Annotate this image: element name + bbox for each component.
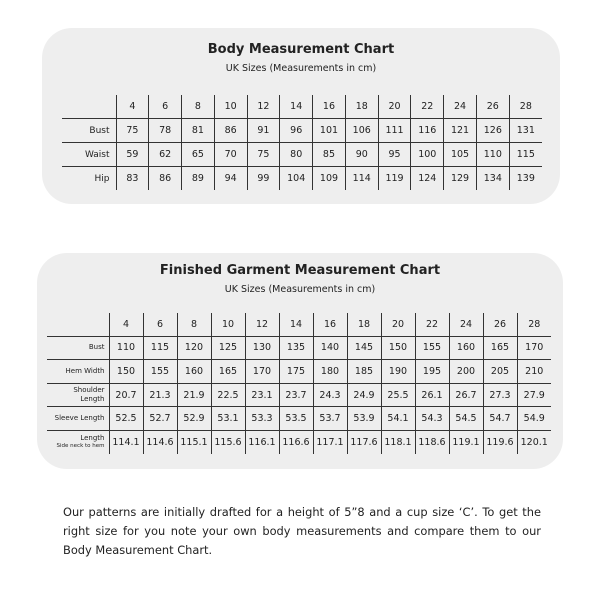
measurement-cell: 96 [280,119,313,143]
measurement-cell: 54.3 [415,407,449,431]
measurement-cell: 75 [247,143,280,167]
size-header: 20 [381,313,415,336]
measurement-cell: 150 [109,360,143,384]
size-header: 20 [378,95,411,119]
measurement-cell: 65 [182,143,215,167]
measurement-cell: 75 [116,119,149,143]
size-header: 14 [279,313,313,336]
measurement-cell: 53.1 [211,407,245,431]
size-header: 4 [116,95,149,119]
measurement-cell: 22.5 [211,383,245,407]
size-header: 18 [345,95,378,119]
row-label-text: Hip [94,173,110,184]
measurement-cell: 104 [280,167,313,191]
size-header: 12 [245,313,279,336]
size-header: 6 [149,95,182,119]
measurement-cell: 24.9 [347,383,381,407]
measurement-cell: 115 [143,336,177,360]
measurement-cell: 114.1 [109,430,143,453]
garment-chart-title: Finished Garment Measurement Chart [159,263,441,278]
measurement-cell: 23.7 [279,383,313,407]
garment-measurement-table [47,313,551,454]
measurement-cell: 110 [476,143,509,167]
row-label [47,407,109,431]
measurement-cell: 54.7 [483,407,517,431]
row-label [62,143,116,167]
measurement-cell: 119.1 [449,430,483,453]
measurement-cell: 26.1 [415,383,449,407]
measurement-cell: 165 [483,336,517,360]
row-label-text: Bust [89,125,110,136]
measurement-cell: 195 [415,360,449,384]
measurement-cell: 145 [347,336,381,360]
measurement-cell: 155 [143,360,177,384]
measurement-cell: 26.7 [449,383,483,407]
measurement-cell: 121 [444,119,477,143]
measurement-cell: 91 [247,119,280,143]
measurement-cell: 160 [449,336,483,360]
measurement-cell: 86 [214,119,247,143]
measurement-cell: 160 [177,360,211,384]
row-label [47,383,109,407]
measurement-cell: 54.1 [381,407,415,431]
measurement-cell: 54.9 [517,407,551,431]
size-header: 14 [280,95,313,119]
measurement-cell: 165 [211,360,245,384]
measurement-cell: 124 [411,167,444,191]
measurement-cell: 114 [345,167,378,191]
size-header: 8 [177,313,211,336]
size-header: 22 [415,313,449,336]
measurement-cell: 110 [109,336,143,360]
measurement-cell: 53.9 [347,407,381,431]
measurement-cell: 85 [313,143,346,167]
size-header: 18 [347,313,381,336]
measurement-cell: 52.7 [143,407,177,431]
corner-cell [62,95,116,119]
corner-cell [47,313,109,336]
table-row [47,360,551,384]
measurement-cell: 155 [415,336,449,360]
measurement-cell: 80 [280,143,313,167]
measurement-cell: 95 [378,143,411,167]
measurement-cell: 59 [116,143,149,167]
measurement-cell: 117.1 [313,430,347,453]
measurement-cell: 23.1 [245,383,279,407]
measurement-cell: 118.6 [415,430,449,453]
measurement-cell: 115.1 [177,430,211,453]
body-chart-title: Body Measurement Chart [207,42,395,57]
measurement-cell: 131 [509,119,542,143]
measurement-cell: 205 [483,360,517,384]
size-header: 28 [509,95,542,119]
measurement-cell: 62 [149,143,182,167]
measurement-cell: 119.6 [483,430,517,453]
size-header: 10 [211,313,245,336]
measurement-cell: 170 [517,336,551,360]
measurement-cell: 83 [116,167,149,191]
measurement-cell: 180 [313,360,347,384]
measurement-cell: 175 [279,360,313,384]
row-label-text: Bust [88,343,105,352]
size-header: 10 [214,95,247,119]
measurement-cell: 130 [245,336,279,360]
measurement-cell: 120 [177,336,211,360]
size-header: 8 [182,95,215,119]
size-header: 26 [483,313,517,336]
garment-chart-subtitle: UK Sizes (Measurements in cm) [224,284,376,295]
measurement-cell: 114.6 [143,430,177,453]
body-measurement-card [42,28,560,204]
size-header: 26 [476,95,509,119]
measurement-cell: 21.9 [177,383,211,407]
row-label-text: Shoulder Length [73,386,105,404]
measurement-cell: 100 [411,143,444,167]
size-header: 6 [143,313,177,336]
measurement-cell: 135 [279,336,313,360]
measurement-cell: 200 [449,360,483,384]
size-header: 4 [109,313,143,336]
size-header: 16 [313,313,347,336]
measurement-cell: 139 [509,167,542,191]
sizing-note: Our patterns are initially drafted for a height of 5”8 and a cup size ‘C’. To get the right size for you note your own body measurements and compare them to our Body Measurement Chart. [63,505,541,557]
row-label [62,119,116,143]
measurement-cell: 20.7 [109,383,143,407]
size-header: 16 [313,95,346,119]
row-label-text: Length [80,434,105,443]
row-label [47,360,109,384]
measurement-cell: 54.5 [449,407,483,431]
row-label-text: Waist [84,149,110,160]
row-label-text: Sleeve Length [54,414,105,423]
measurement-cell: 90 [345,143,378,167]
size-header: 22 [411,95,444,119]
size-header: 12 [247,95,280,119]
garment-measurement-card [37,253,563,469]
measurement-cell: 105 [444,143,477,167]
measurement-cell: 52.5 [109,407,143,431]
measurement-cell: 119 [378,167,411,191]
row-label [47,430,109,453]
measurement-cell: 116 [411,119,444,143]
measurement-cell: 126 [476,119,509,143]
table-row [62,167,542,191]
size-header: 28 [517,313,551,336]
measurement-cell: 70 [214,143,247,167]
row-label-text: Hem Width [65,366,105,375]
size-header: 24 [449,313,483,336]
measurement-cell: 117.6 [347,430,381,453]
measurement-cell: 129 [444,167,477,191]
measurement-cell: 52.9 [177,407,211,431]
measurement-cell: 109 [313,167,346,191]
measurement-cell: 53.7 [313,407,347,431]
body-measurement-table [62,95,542,190]
table-row [47,336,551,360]
measurement-cell: 190 [381,360,415,384]
table-row [62,119,542,143]
measurement-cell: 106 [345,119,378,143]
measurement-cell: 120.1 [517,430,551,453]
measurement-cell: 27.9 [517,383,551,407]
table-row [47,383,551,407]
measurement-cell: 78 [149,119,182,143]
measurement-cell: 53.3 [245,407,279,431]
measurement-cell: 21.3 [143,383,177,407]
measurement-cell: 170 [245,360,279,384]
measurement-cell: 116.1 [245,430,279,453]
size-header: 24 [444,95,477,119]
measurement-cell: 111 [378,119,411,143]
measurement-cell: 99 [247,167,280,191]
measurement-cell: 134 [476,167,509,191]
measurement-cell: 116.6 [279,430,313,453]
body-chart-subtitle: UK Sizes (Measurements in cm) [225,63,377,74]
measurement-cell: 125 [211,336,245,360]
table-row [47,407,551,431]
measurement-cell: 86 [149,167,182,191]
row-label [47,336,109,360]
measurement-cell: 27.3 [483,383,517,407]
measurement-cell: 115.6 [211,430,245,453]
table-row [62,143,542,167]
row-sublabel-text: Side neck to hem [56,443,105,450]
measurement-cell: 101 [313,119,346,143]
measurement-cell: 89 [182,167,215,191]
measurement-cell: 115 [509,143,542,167]
measurement-cell: 210 [517,360,551,384]
table-row [47,430,551,453]
measurement-cell: 53.5 [279,407,313,431]
measurement-cell: 94 [214,167,247,191]
row-label [62,167,116,191]
measurement-cell: 150 [381,336,415,360]
measurement-cell: 81 [182,119,215,143]
measurement-cell: 25.5 [381,383,415,407]
measurement-cell: 185 [347,360,381,384]
measurement-cell: 140 [313,336,347,360]
measurement-cell: 24.3 [313,383,347,407]
measurement-cell: 118.1 [381,430,415,453]
